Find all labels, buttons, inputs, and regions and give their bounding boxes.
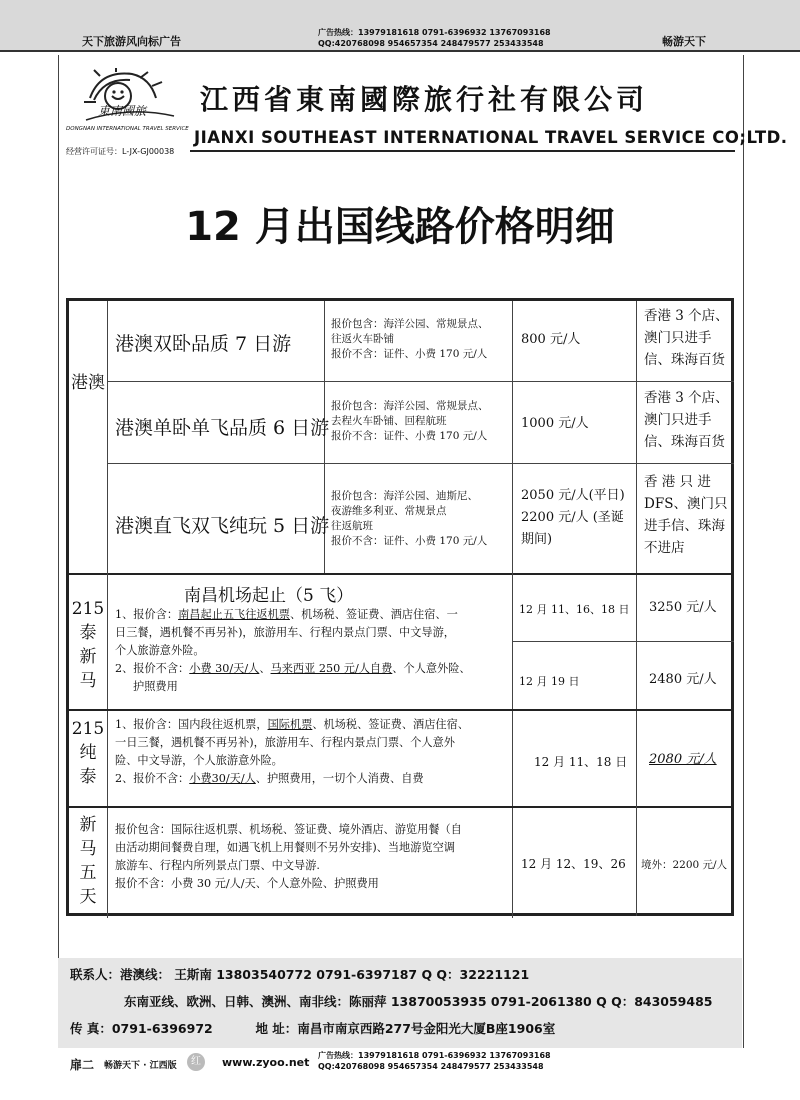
region-thai: 215 纯 泰 xyxy=(71,719,105,787)
tour-name: 港澳直飞双飞纯玩 5 日游 xyxy=(115,515,330,537)
departure-price: 3250 元/人 xyxy=(649,600,717,615)
company-logo xyxy=(66,68,189,153)
title-underline xyxy=(190,150,735,152)
region-thai-malay: 215 泰 新 马 xyxy=(71,599,105,691)
contact-footer xyxy=(58,958,742,1048)
logo-text: 東南國旅 xyxy=(98,104,147,118)
page-headline: 12 月出国线路价格明细 xyxy=(185,204,615,250)
contact-line-sea: 东南亚线、欧洲、日韩、澳洲、南非线：陈丽萍 13870053935 0791-2061380 Q Q：843059485 xyxy=(124,994,713,1009)
route-details: 1、报价含：南昌起止五飞往返机票、机场税、签证费、酒店住宿、一 日三餐，遇机餐不再另补)，旅游用车、行程内景点门票、中文导游， 个人旅游意外险。 2、报价不含：小费 30/天/人、马来西亚 250 元/人自费、个人意外险、 护照费用 xyxy=(115,608,471,693)
top-banner xyxy=(0,0,800,52)
tour-name: 港澳单卧单飞品质 6 日游 xyxy=(115,417,330,439)
bottom-banner xyxy=(0,1048,800,1100)
logo-en-text: DONGNAN INTERNATIONAL TRAVEL SERVICE xyxy=(66,126,189,132)
departure-date: 12 月 11、18 日 xyxy=(534,755,628,769)
departure-date: 12 月 19 日 xyxy=(519,675,580,688)
banner-hotline-2: QQ:420768098 954657354 248479577 253433548 xyxy=(318,39,544,48)
license-number: 经营许可证号：L-JX-GJ00038 xyxy=(66,147,175,156)
tour-name: 港澳双卧品质 7 日游 xyxy=(115,333,292,355)
company-name-en: JIANXI SOUTHEAST INTERNATIONAL TRAVEL SERVICE CO;LTD. xyxy=(194,128,788,147)
tour-price: 2050 元/人(平日) 2200 元/人 (圣诞 期间) xyxy=(521,488,625,547)
page-label: 扉二 xyxy=(70,1058,95,1072)
departure-price: 2080 元/人 xyxy=(649,752,717,767)
badge-icon: 红 xyxy=(187,1053,205,1071)
route-title: 南昌机场起止（5 飞） xyxy=(184,586,354,606)
departure-date: 12 月 12、19、26 xyxy=(521,857,626,871)
brand-label: 畅游天下 · 江西版 xyxy=(104,1061,177,1071)
tour-shopping: 香 港 只 进 DFS、澳门只 进手信、珠海 不进店 xyxy=(644,474,728,556)
tour-includes: 报价包含：海洋公园、常规景点、 往返火车卧铺 报价不含：证件、小费 170 元/人 xyxy=(331,318,489,360)
departure-price: 境外：2200 元/人 xyxy=(641,859,728,871)
banner-right-text: 畅游天下 xyxy=(662,35,706,48)
route-details: 1、报价含：国内段往返机票，国际机票、机场税、签证费、酒店住宿、 一日三餐，遇机餐不再另补)，旅游用车、行程内景点门票、个人意外 险、中文导游，个人旅游意外险。 2、报价不含：小费30/天/人、护照费用，一切个人消费、自费 xyxy=(115,718,469,785)
route-details: 报价包含：国际往返机票、机场税、签证费、境外酒店、游览用餐（自 由活动期间餐费自理，如遇飞机上用餐则不另外安排)、当地游览空调 旅游车、行程内所列景点门票、中文导游. 报价不含：小费 30 元/人/天、个人意外险、护照费用 xyxy=(115,823,462,890)
tour-price: 800 元/人 xyxy=(521,332,581,347)
tour-includes: 报价包含：海洋公园、常规景点、 去程火车卧铺、回程航班 报价不含：证件、小费 170 元/人 xyxy=(331,400,489,442)
tour-shopping: 香港 3 个店、 澳门只进手 信、珠海百货 xyxy=(644,390,729,450)
price-table xyxy=(66,298,734,916)
region-sgmy: 新 马 五 天 xyxy=(79,815,97,907)
region-hk: 港澳 xyxy=(71,373,105,393)
departure-price: 2480 元/人 xyxy=(649,672,717,687)
tour-price: 1000 元/人 xyxy=(521,416,589,431)
bottom-hotline-1: 广告热线：13979181618 0791-6396932 13767093168 xyxy=(318,1051,551,1060)
contact-line-address: 传 真：0791-6396972 地 址：南昌市南京西路277号金阳光大厦B座1906室 xyxy=(70,1021,556,1036)
banner-hotline-1: 广告热线：13979181618 0791-6396932 13767093168 xyxy=(318,28,551,37)
website-link[interactable]: www.zyoo.net xyxy=(222,1056,310,1069)
tour-includes: 报价包含：海洋公园、迪斯尼、 夜游维多利亚、常规景点 往返航班 报价不含：证件、小费 170 元/人 xyxy=(331,490,488,547)
company-name-cn: 江西省東南國際旅行社有限公司 xyxy=(200,83,649,116)
contact-line-hk: 联系人：港澳线： 王斯南 13803540772 0791-6397187 Q Q：32221121 xyxy=(70,967,530,982)
departure-date: 12 月 11、16、18 日 xyxy=(519,603,630,616)
banner-left-text: 天下旅游风向标广告 xyxy=(82,35,181,48)
tour-shopping: 香港 3 个店、 澳门只进手 信、珠海百货 xyxy=(644,308,729,368)
bottom-hotline-2: QQ:420768098 954657354 248479577 253433548 xyxy=(318,1062,544,1071)
